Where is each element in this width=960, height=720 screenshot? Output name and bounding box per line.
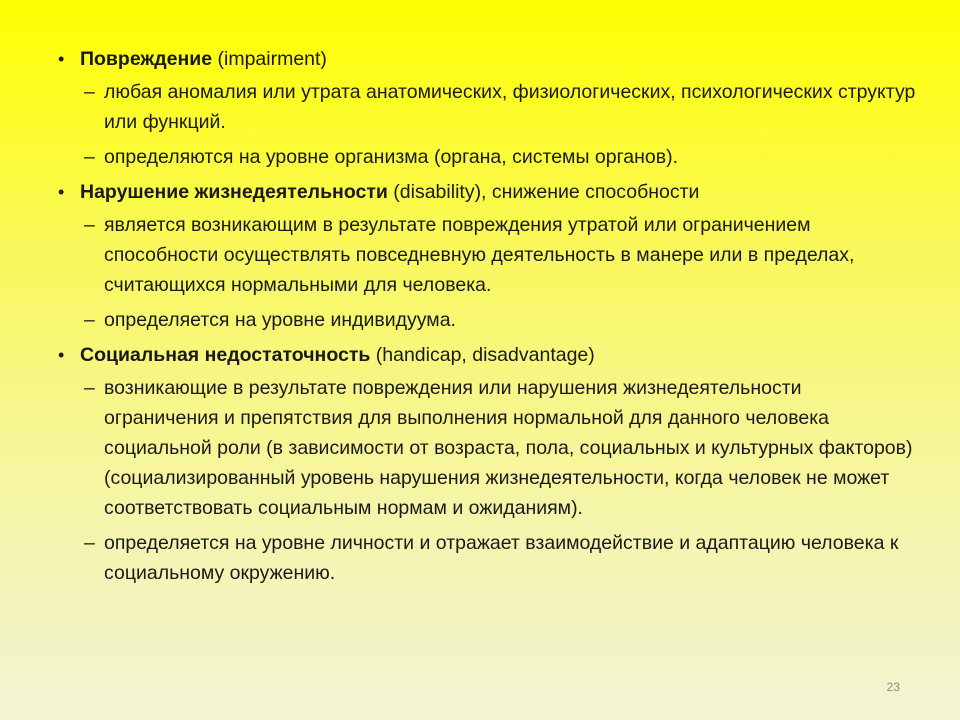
term-handicap: Социальная недостаточность — [80, 344, 371, 366]
bullet-impairment — [58, 44, 918, 74]
term-handicap-rest: (handicap, disadvantage) — [370, 344, 595, 366]
sub-item-handicap-2 — [58, 528, 918, 588]
sub-item-text: является возникающим в результате повреждения утратой или ограничением способности осуществлять повседневную деятельность в манере или в пределах, считающихся нормальными для человека. — [104, 214, 855, 296]
dash-icon: – — [84, 309, 95, 331]
sub-item-impairment-1 — [58, 77, 918, 137]
term-impairment: Повреждение — [80, 48, 213, 70]
sub-item-text: определяется на уровне индивидуума. — [104, 309, 456, 331]
term-disability-rest: (disability), снижение способности — [387, 181, 700, 203]
term-impairment-rest: (impairment) — [212, 48, 327, 70]
dash-icon: – — [84, 377, 95, 399]
dash-icon: – — [84, 81, 95, 103]
sub-item-disability-1 — [58, 210, 918, 300]
dash-icon: – — [84, 214, 95, 236]
page-number: 23 — [886, 680, 900, 694]
sub-item-text: определяется на уровне личности и отражает взаимодействие и адаптацию человека к социальному окружению. — [104, 532, 899, 584]
bullet-handicap — [58, 340, 918, 370]
sub-item-text: возникающие в результате повреждения или нарушения жизнедеятельности ограничения и препятствия для выполнения нормальной для данного человека социальной роли (в зависимости от возраста, пола, социальных и культурных факторов) (социализированный уровень нарушения жизнедеятельности, когда человек не может соответствовать социальным нормам и ожиданиям). — [104, 377, 913, 519]
dash-icon: – — [84, 146, 95, 168]
sub-item-text: определяются на уровне организма (органа, системы органов). — [104, 146, 679, 168]
sub-item-handicap-1 — [58, 373, 918, 523]
bullet-disability — [58, 177, 918, 207]
bullet-dot-icon: • — [58, 182, 65, 202]
sub-item-impairment-2 — [58, 142, 918, 172]
slide-content — [58, 44, 918, 593]
bullet-dot-icon: • — [58, 49, 65, 69]
bullet-dot-icon: • — [58, 345, 65, 365]
term-disability: Нарушение жизнедеятельности — [80, 181, 388, 203]
sub-item-disability-2 — [58, 305, 918, 335]
dash-icon: – — [84, 532, 95, 554]
sub-item-text: любая аномалия или утрата анатомических, физиологических, психологических структур или функций. — [104, 81, 916, 133]
